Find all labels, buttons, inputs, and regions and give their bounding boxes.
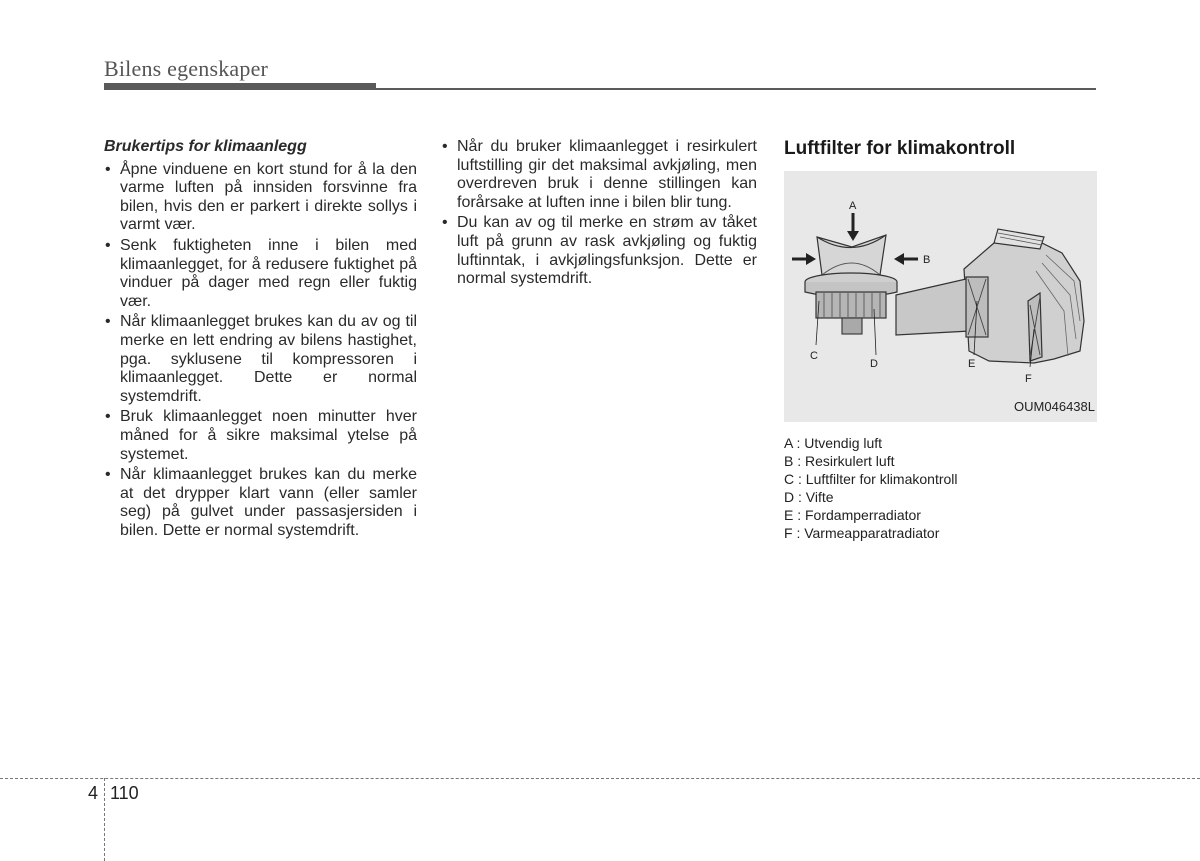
label-e: E <box>968 358 976 370</box>
legend-item: D : Vifte <box>784 489 834 505</box>
legend-item: E : Fordamperradiator <box>784 507 921 523</box>
figure-code: OUM046438L <box>1014 399 1095 415</box>
footer-divider <box>0 778 1200 779</box>
chapter-number: 4 <box>88 783 99 803</box>
tips-list-continued <box>441 138 757 289</box>
list-item: • Når du bruker klimaanlegget i resirkulert luftstilling gir det maksimal avkjøling, men overdreven bruk i denne stillingen kan forårsake at luften inne i bilen blir tung. <box>441 138 757 212</box>
header-rule-thin <box>376 88 1096 90</box>
section-subheading: Brukertips for klimaanlegg <box>104 138 307 155</box>
header-rule-thick <box>104 83 376 90</box>
label-d: D <box>870 358 878 370</box>
list-item: • Bruk klimaanlegget noen minutter hver måned for å sikre maksimal ytelse på systemet. <box>104 408 417 464</box>
text-column-1 <box>104 138 417 542</box>
text-column-2 <box>441 138 757 291</box>
list-item: • Åpne vinduene en kort stund for å la den varme luften på innsiden forsvinne fra bilen, hvis den er parkert i direkte sollys i varmt vær. <box>104 161 417 235</box>
section-title: Luftfilter for klimakontroll <box>784 138 1016 159</box>
label-c: C <box>810 350 818 362</box>
legend-item: F : Varmeapparatradiator <box>784 525 940 541</box>
label-f: F <box>1025 373 1032 385</box>
legend-item: A : Utvendig luft <box>784 435 883 451</box>
air-filter-diagram <box>784 171 1097 422</box>
figure-legend <box>784 434 1097 542</box>
legend-item: B : Resirkulert luft <box>784 453 895 469</box>
footer-vertical-divider <box>104 778 105 861</box>
label-b: B <box>923 254 931 266</box>
list-item: • Når klimaanlegget brukes kan du av og til merke en lett endring av bilens hastighet, pga. syklusene til kompressoren i klimaanlegget. Dette er normal systemdrift. <box>104 313 417 406</box>
list-item: • Senk fuktigheten inne i bilen med klimaanlegget, for å redusere fuktighet på vinduer på dager med regn eller fuktig vær. <box>104 237 417 311</box>
list-item: • Du kan av og til merke en strøm av tåket luft på grunn av rask avkjøling og fuktig luftinntak, i avkjølingsfunksjon. Dette er normal systemdrift. <box>441 214 757 288</box>
text-column-3 <box>784 138 1097 542</box>
label-a: A <box>849 200 857 212</box>
legend-item: C : Luftfilter for klimakontroll <box>784 471 958 487</box>
air-filter-illustration <box>784 171 1097 422</box>
page-header-title: Bilens egenskaper <box>104 56 269 81</box>
tips-list <box>104 161 417 541</box>
page-number: 110 <box>110 783 139 803</box>
list-item: • Når klimaanlegget brukes kan du merke at det drypper klart vann (eller samler seg) på gulvet under passasjersiden i bilen. Dette er normal systemdrift. <box>104 466 417 540</box>
